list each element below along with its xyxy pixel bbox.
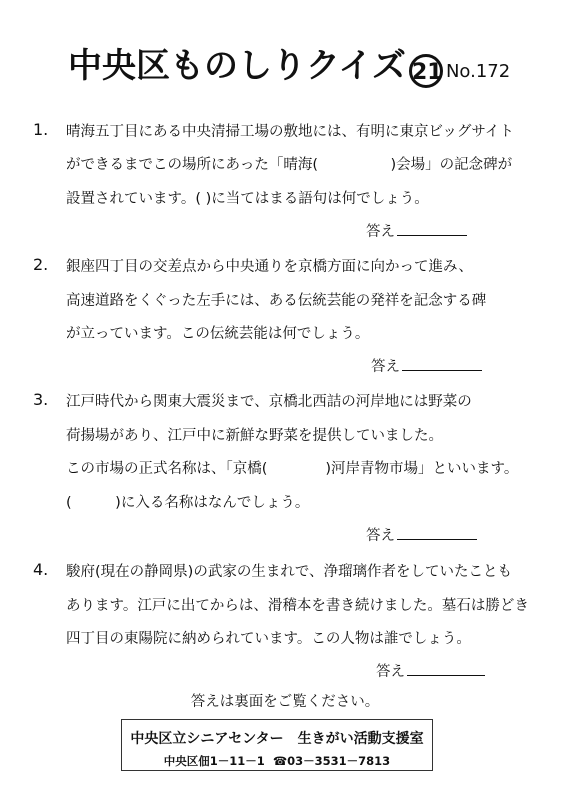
question-text-line: ( )に入る名称はなんでしょう。 — [66, 495, 310, 511]
question-text-line: あります。江戸に出てからは、滑稽本を書き続けました。墓石は勝どき — [66, 598, 529, 614]
quiz-title — [68, 38, 510, 87]
telephone-icon: ☎ — [272, 754, 288, 768]
question-text-line: 四丁目の東陽院に納められています。この人物は誰でしょう。 — [66, 631, 471, 647]
answer-label: 答え — [366, 224, 395, 240]
question-text-line: 江戸時代から関東大震災まで、京橋北西詰の河岸地には野菜の — [66, 394, 472, 410]
answer-blank-line — [402, 369, 482, 371]
question-number: 4. — [33, 560, 49, 579]
question-text-line: 晴海五丁目にある中央清掃工場の敷地には、有明に東京ビッグサイト — [66, 124, 514, 140]
question-text-line: 駿府(現在の静岡県)の武家の生まれで、浄瑠璃作者をしていたことも — [66, 564, 513, 580]
answer-field — [371, 355, 482, 376]
organization-name: 中央区立シニアセンター 生きがい活動支援室 — [130, 731, 424, 747]
question-text-line: 銀座四丁目の交差点から中央通りを京橋方面に向かって進み、 — [66, 259, 473, 275]
question-number: 1. — [33, 120, 49, 139]
address: 中央区佃1－11－1 — [163, 754, 265, 768]
question-text-line: この市場の正式名称は、「京橋( )河岸青物市場」といいます。 — [66, 461, 519, 477]
answer-label: 答え — [371, 359, 400, 375]
question-text-line: 高速道路をくぐった左手には、ある伝統芸能の発祥を記念する碑 — [66, 293, 487, 309]
issue-circled-number: 21 — [409, 54, 443, 88]
question-text-line: 荷揚場があり、江戸中に新鮮な野菜を提供していました。 — [66, 428, 443, 444]
phone-number: 03－3531－7813 — [287, 754, 391, 768]
contact-box — [121, 719, 433, 771]
answer-label: 答え — [376, 664, 405, 680]
answer-blank-line — [397, 538, 477, 540]
answer-field — [366, 220, 467, 241]
question-number: 3. — [33, 390, 49, 409]
question-text-line: が立っています。この伝統芸能は何でしょう。 — [66, 326, 370, 342]
answer-field — [376, 660, 485, 681]
answer-blank-line — [397, 234, 467, 236]
question-number: 2. — [33, 255, 49, 274]
answer-on-back-note: 答えは裏面をご覧ください。 — [190, 694, 380, 710]
contact-line — [122, 753, 432, 769]
issue-number: No.172 — [445, 61, 511, 82]
answer-field — [366, 524, 477, 545]
answer-label: 答え — [366, 528, 395, 544]
title-text: 中央区ものしりクイズ — [68, 46, 406, 86]
question-text-line: 設置されています。( )に当てはまる語句は何でしょう。 — [66, 191, 429, 207]
question-text-line: ができるまでこの場所にあった「晴海( )会場」の記念碑が — [66, 157, 513, 173]
answer-blank-line — [407, 674, 485, 676]
